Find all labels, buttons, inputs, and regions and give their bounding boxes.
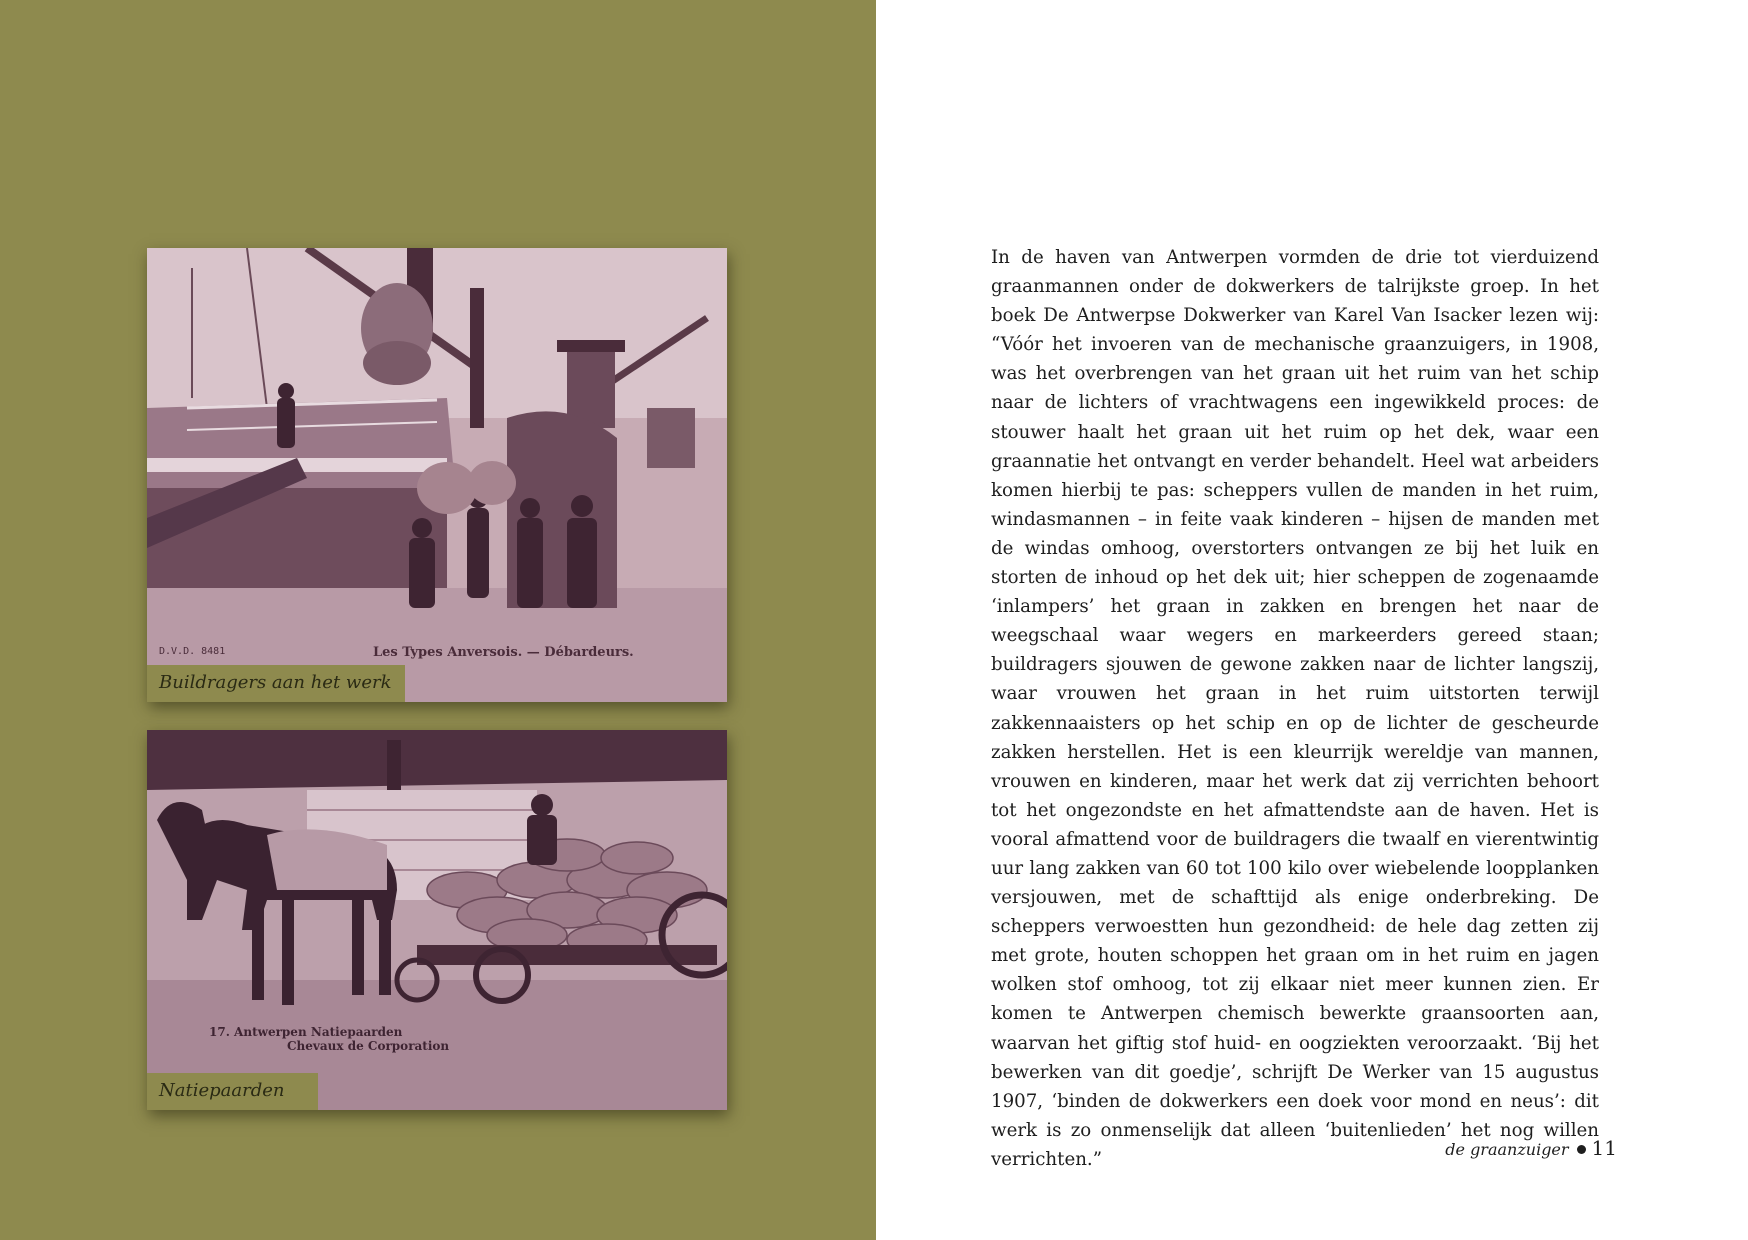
- photo-horses: [147, 730, 727, 1110]
- right-page: [876, 0, 1748, 1240]
- postcard-caption-line2: Chevaux de Corporation: [287, 1039, 450, 1053]
- photo-caption: Natiepaarden: [147, 1073, 318, 1110]
- postcard-title-text: Les Types Anversois. — Débardeurs.: [373, 645, 634, 660]
- photo-caption: Buildragers aan het werk: [147, 665, 405, 702]
- page-number: 11: [1591, 1136, 1617, 1160]
- bullet-dot-icon: [1577, 1145, 1586, 1154]
- body-paragraph: In de haven van Antwerpen vormden de drie tot vierduizend graanmannen onder de dokwerkers de talrijkste groep. In het boek De Antwerpse Dokwerker van Karel Van Isacker lezen wij: “Vóór het invoeren van de mechanische graanzuigers, in 1908, was het overbrengen van het graan uit het ruim van het schip naar de lichters of vrachtwagens een ingewikkeld proces: de stouwer haalt het graan uit het ruim op het dek, waar een graannatie het ontvangt en verder behandelt. Heel wat arbeiders komen hierbij te pas: scheppers vullen de manden in het ruim, windasmannen – in feite vaak kinderen – hijsen de manden met de windas omhoog, overstorters ontvangen ze bij het luik en storten de inhoud op het dek uit; hier scheppen de zogenaamde ‘inlampers’ het graan in zakken en brengen het naar de weegschaal waar wegers en markeerders gereed staan; buildragers sjouwen de gewone zakken naar de lichter langszij, waar vrouwen het graan in het ruim uitstorten terwijl zakkennaaisters op het schip en op de lichter de gescheurde zakken herstellen. Het is een kleurrijk wereldje van mannen, vrouwen en kinderen, maar het werk dat zij verrichten behoort tot het ongezondste en het afmattendste aan de haven. Het is vooral afmattend voor de buildragers die twaalf en vierentwintig uur lang zakken van 60 tot 100 kilo over wiebelende loopplanken versjouwen, met de schafttijd als enige onderbreking. De scheppers verwoestten hun gezondheid: de hele dag zetten zij met grote, houten schoppen het graan om in het ruim en jagen wolken stof omhoog, tot zij elkaar niet meer kunnen zien. Er komen te Antwerpen chemisch bewerkte graansoorten aan, waarvan het giftig stof huid- en oogziekten veroorzaakt. ‘Bij het bewerken van dit goedje’, schrijft De Werker van 15 augustus 1907, ‘binden de dokwerkers een doek voor mond en neus’: dit werk is zo onmenselijk dat alleen ‘buitenlieden’ het nog willen verrichten.”: [991, 247, 1599, 1170]
- postcard-caption-line1: 17. Antwerpen Natiepaarden: [209, 1025, 403, 1039]
- horses-illustration: [147, 730, 727, 1110]
- running-footer-title: de graanzuiger: [1445, 1140, 1569, 1159]
- dockworkers-illustration: [147, 248, 727, 702]
- page-footer: [1445, 1136, 1617, 1160]
- postcard-code-text: D.V.D. 8481: [159, 646, 226, 657]
- photo-dockworkers: [147, 248, 727, 702]
